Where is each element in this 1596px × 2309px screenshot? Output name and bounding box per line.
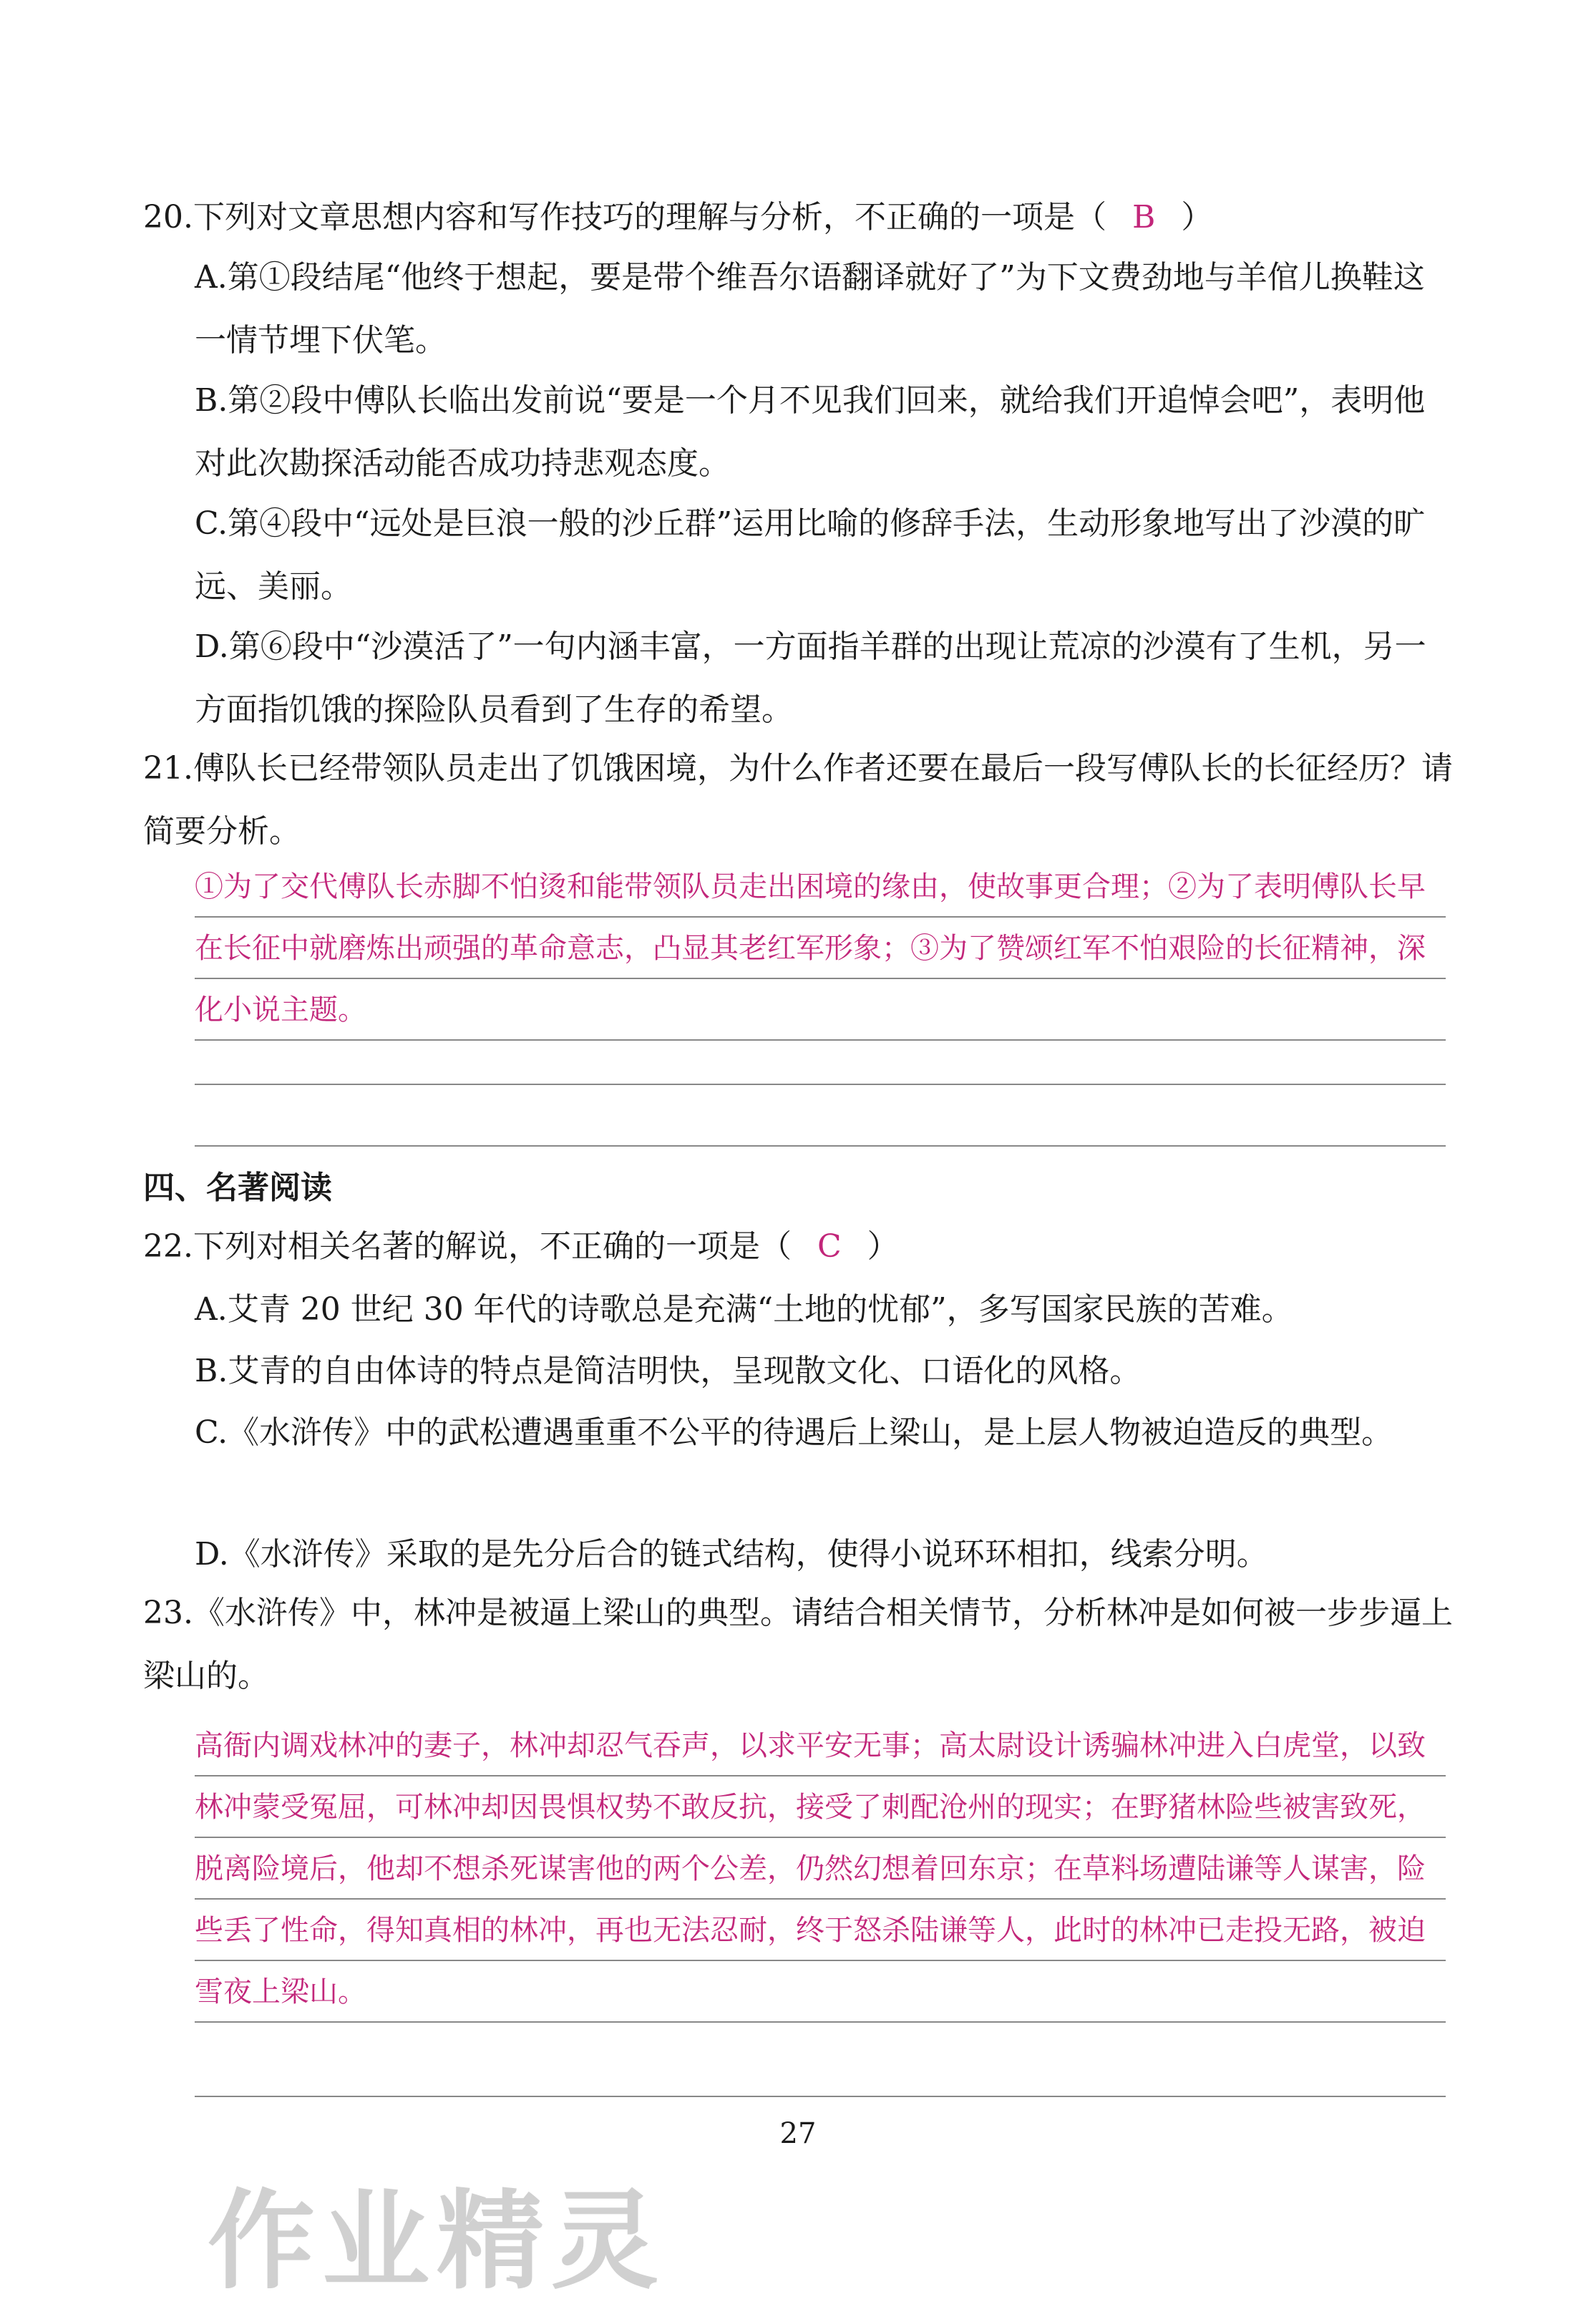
question-number: 22. (143, 1228, 193, 1265)
option-a: A.艾青 20 世纪 30 年代的诗歌总是充满“土地的忧郁”，多写国家民族的苦难。 (195, 1291, 1293, 1328)
watermark-logo: 作业精灵 (208, 2179, 666, 2304)
option-d: D.第⑥段中“沙漠活了”一句内涵丰富，一方面指羊群的出现让荒凉的沙漠有了生机，另一方面指饥饿的探险队员看到了生存的希望。 (195, 628, 1426, 728)
answer-line (195, 2096, 1446, 2097)
question-number: 23. (143, 1595, 193, 1631)
question-number: 20. (143, 199, 193, 235)
answer-line (195, 1084, 1446, 1085)
question-20 (143, 186, 1453, 249)
option-b: B.艾青的自由体诗的特点是简洁明快，呈现散文化、口语化的风格。 (195, 1353, 1142, 1389)
answer-text: ①为了交代傅队长赤脚不怕烫和能带领队员走出困境的缘由，使故事更合理；②为了表明傅队长早在长征中就磨炼出顽强的革命意志，凸显其老红军形象；③为了赞颂红军不怕艰险的长征精神，深化小说主题。 (195, 856, 1446, 1041)
option-b: B.第②段中傅队长临出发前说“要是一个月不见我们回来，就给我们开追悼会吧”，表明他对此次勘探活动能否成功持悲观态度。 (195, 382, 1426, 482)
question-23 (143, 1582, 1453, 1708)
option-d: D.《水浒传》采取的是先分后合的链式结构，使得小说环环相扣，线索分明。 (195, 1536, 1268, 1572)
question-number: 21. (143, 750, 193, 787)
question-stem-end: ） (1181, 199, 1213, 235)
answer-choice: B (1132, 199, 1156, 235)
question-stem: 傅队长已经带领队员走出了饥饿困境，为什么作者还要在最后一段写傅队长的长征经历？请简要分析。 (143, 750, 1453, 850)
option-a: A.第①段结尾“他终于想起，要是带个维吾尔语翻译就好了”为下文费劲地与羊倌儿换鞋这一情节埋下伏笔。 (195, 259, 1425, 359)
answer-line (195, 1145, 1446, 1147)
question-stem: 《水浒传》中，林冲是被逼上梁山的典型。请结合相关情节，分析林冲是如何被一步步逼上梁山的。 (143, 1595, 1453, 1694)
answer-text: 高衙内调戏林冲的妻子，林冲却忍气吞声，以求平安无事；高太尉设计诱骗林冲进入白虎堂，以致林冲蒙受冤屈，可林冲却因畏惧权势不敢反抗，接受了刺配沧州的现实；在野猪林险些被害致死，脱离险境后，他却不想杀死谋害他的两个公差，仍然幻想着回东京；在草料场遭陆谦等人谋害，险些丢了性命，得知真相的林冲，再也无法忍耐，终于怒杀陆谦等人，此时的林冲已走投无路，被迫雪夜上梁山。 (195, 1715, 1446, 2023)
section-title: 四、名著阅读 (143, 1170, 332, 1206)
answer-choice: C (817, 1228, 842, 1265)
page-number: 27 (779, 2117, 817, 2150)
option-c: C.第④段中“远处是巨浪一般的沙丘群”运用比喻的修辞手法，生动形象地写出了沙漠的旷远、美丽。 (195, 505, 1426, 605)
question-stem-end: ） (867, 1228, 899, 1265)
question-22 (143, 1215, 1453, 1278)
option-c: C.《水浒传》中的武松遭遇重重不公平的待遇后上梁山，是上层人物被迫造反的典型。 (195, 1414, 1393, 1451)
question-21 (143, 737, 1453, 863)
question-stem: 下列对文章思想内容和写作技巧的理解与分析，不正确的一项是（ (193, 199, 1106, 235)
question-stem: 下列对相关名著的解说，不正确的一项是（ (193, 1228, 792, 1265)
